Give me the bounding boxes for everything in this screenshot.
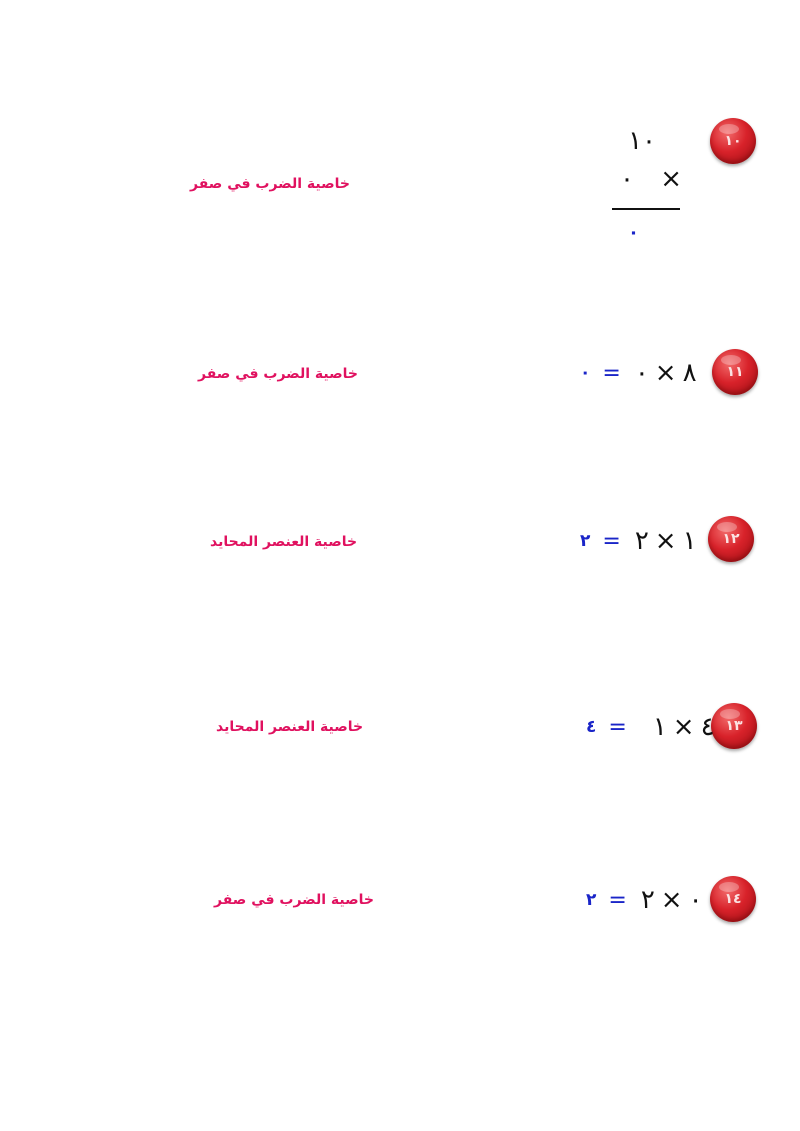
result-value: ٠ — [628, 222, 639, 243]
property-label: خاصية الضرب في صفر — [198, 366, 358, 382]
result-value: ٤ — [586, 717, 597, 737]
top-operand: ١٠ — [628, 126, 656, 156]
second-operand: ٢ — [640, 885, 655, 915]
property-label: خاصية الضرب في صفر — [214, 892, 374, 908]
equation — [580, 358, 697, 388]
equals-sign: = — [608, 887, 627, 913]
equation — [586, 885, 703, 915]
problem-number: ١٣ — [725, 718, 743, 734]
second-operand: ١ — [652, 712, 667, 742]
times-sign: × — [654, 358, 677, 388]
second-operand: ٢ — [634, 526, 649, 556]
result-value: ٢ — [580, 531, 591, 551]
property-label: خاصية العنصر المحايد — [216, 719, 364, 735]
problem-number-badge — [710, 118, 756, 164]
problem-number-badge — [712, 349, 758, 395]
problem-number-badge — [710, 876, 756, 922]
equals-sign: = — [602, 360, 621, 386]
vertical-multiplication — [612, 126, 682, 246]
problem-number-badge — [708, 516, 754, 562]
second-row — [620, 164, 682, 194]
times-sign: × — [660, 885, 683, 915]
first-operand: ٤ — [700, 712, 715, 742]
times-sign: × — [660, 164, 682, 194]
problem-number: ١٤ — [724, 891, 742, 907]
equation — [586, 712, 715, 742]
problem-number: ١١ — [726, 364, 744, 380]
result-value: ٠ — [580, 363, 591, 383]
equals-sign: = — [608, 714, 627, 740]
first-operand: ٠ — [688, 885, 703, 915]
property-label: خاصية العنصر المحايد — [210, 534, 358, 550]
equals-sign: = — [602, 528, 621, 554]
equation — [580, 526, 697, 556]
problem-number-badge — [711, 703, 757, 749]
problem-number: ١٢ — [722, 531, 740, 547]
result-value: ٢ — [586, 890, 597, 910]
problem-number: ١٠ — [724, 133, 742, 149]
first-operand: ١ — [682, 526, 697, 556]
times-sign: × — [654, 526, 677, 556]
second-operand: ٠ — [634, 358, 649, 388]
bottom-operand: ٠ — [619, 164, 634, 194]
result-line — [612, 208, 680, 210]
times-sign: × — [672, 712, 695, 742]
first-operand: ٨ — [682, 358, 697, 388]
property-label: خاصية الضرب في صفر — [190, 176, 350, 192]
